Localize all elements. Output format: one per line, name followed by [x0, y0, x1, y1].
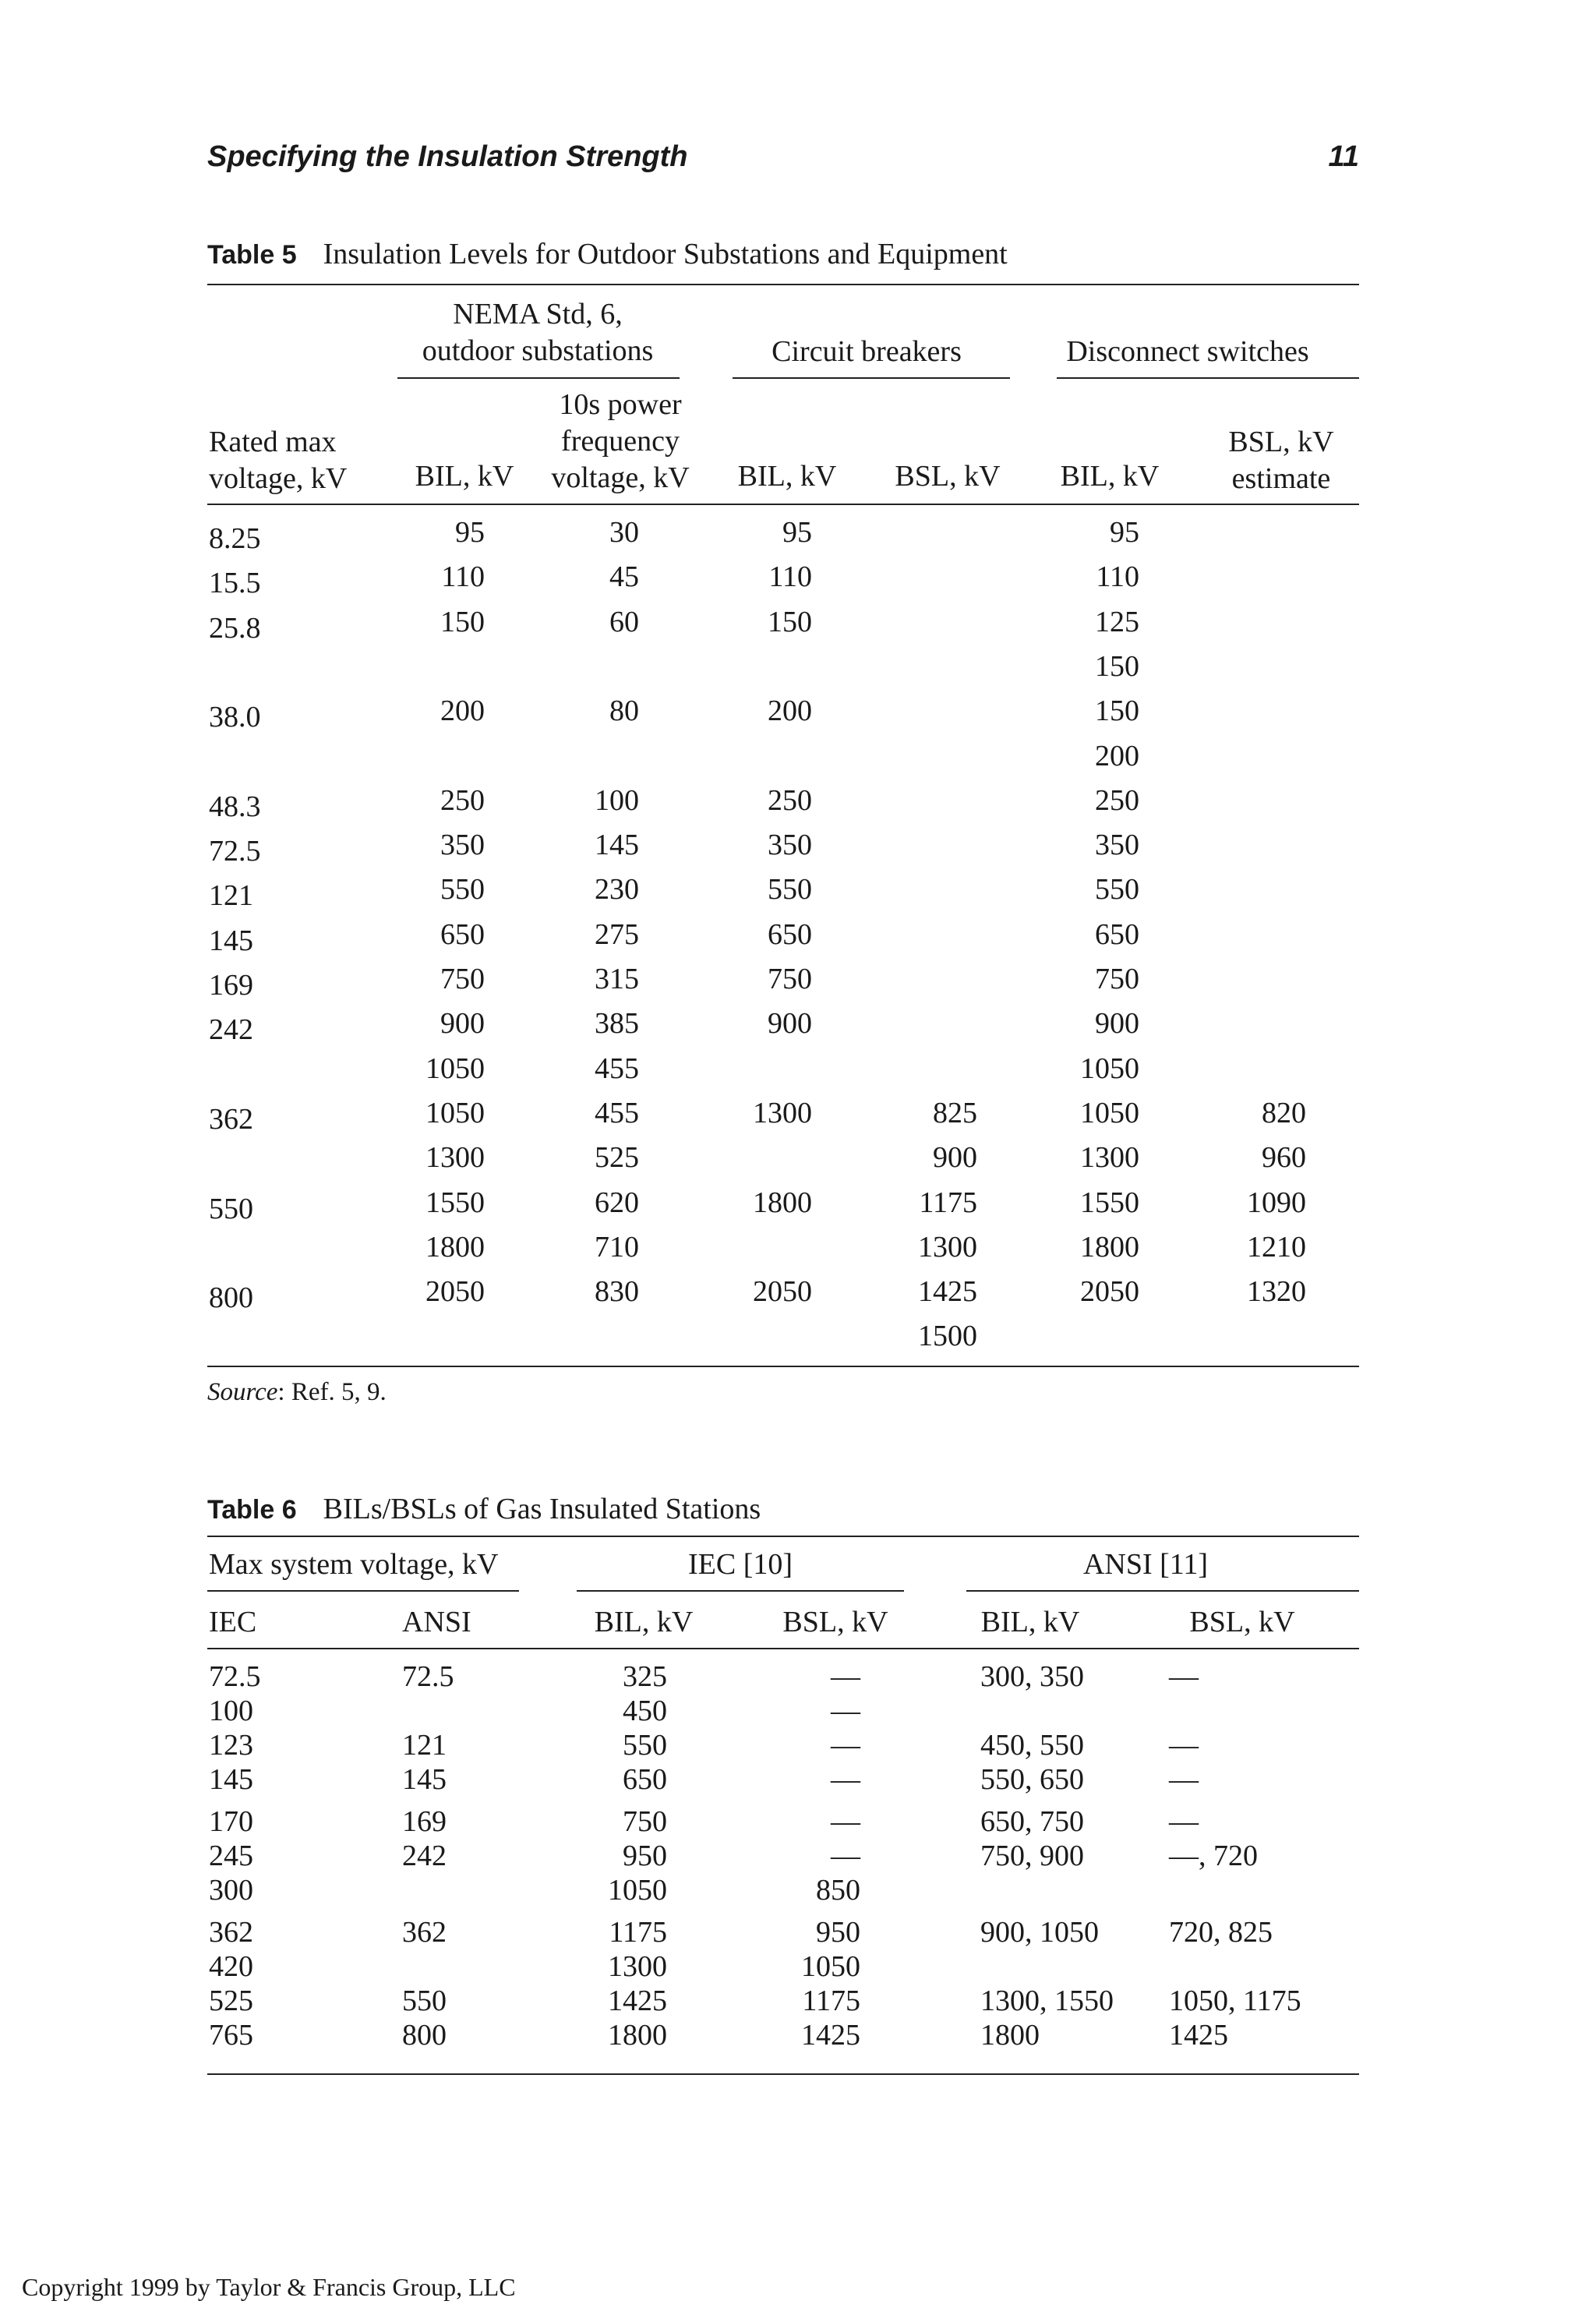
- t6-cell-ansi-bsl: 1425: [1169, 2019, 1228, 2052]
- t5-cell-ds-bil: 125: [1095, 605, 1139, 638]
- t5-cell-cb-bil: 150: [768, 605, 812, 638]
- t5-ds-underline: [1057, 377, 1359, 379]
- t6-cell-ansi-bil: 550, 650: [980, 1763, 1084, 1796]
- t6-iec-ref-header: IEC [10]: [687, 1548, 793, 1581]
- t6-cell-ansi: 550: [402, 1985, 447, 2017]
- t5-cell-cb-bsl: 825: [933, 1096, 977, 1129]
- t5-cell-ds-bil: 900: [1095, 1007, 1139, 1041]
- t5-cell-power-frequency: 710: [595, 1230, 639, 1264]
- t5-nema-bil-header: BIL, kV: [415, 460, 514, 493]
- t5-cell-nema-bil: 250: [440, 783, 485, 817]
- t5-cell-cb-bsl: 1175: [919, 1186, 977, 1219]
- t6-cell-iec-bsl: —: [831, 1805, 860, 1838]
- t5-cell-rated-voltage: 38.0: [209, 701, 261, 734]
- t6-cell-ansi: 121: [402, 1729, 447, 1762]
- t5-cell-ds-bil: 95: [1110, 516, 1139, 549]
- t6-cell-iec-bsl: —: [831, 1729, 860, 1762]
- t6-cell-ansi-bil: 650, 750: [980, 1805, 1084, 1838]
- t5-cell-cb-bil: 110: [768, 560, 812, 594]
- t6-cell-ansi-bsl: —, 720: [1169, 1840, 1258, 1872]
- t6-cell-iec-bsl: 850: [816, 1874, 860, 1907]
- t5-cell-ds-bil: 150: [1095, 695, 1139, 728]
- t6-cell-iec-bil: 1175: [609, 1916, 667, 1949]
- t5-bottom-rule: [207, 1366, 1359, 1367]
- t5-cell-nema-bil: 1050: [425, 1052, 485, 1085]
- t5-nema-underline: [397, 377, 680, 379]
- t6-cell-ansi-bsl: 720, 825: [1169, 1916, 1273, 1949]
- t5-cell-ds-bil: 200: [1095, 739, 1139, 772]
- t6-cell-iec-bil: 1050: [608, 1874, 667, 1907]
- t5-cell-cb-bsl: 1500: [918, 1320, 977, 1353]
- t5-cell-rated-voltage: 550: [209, 1192, 253, 1225]
- t5-cell-ds-bil: 110: [1096, 560, 1139, 594]
- t5-disconnect-switches-header: Disconnect switches: [1066, 335, 1309, 368]
- t5-cell-nema-bil: 350: [440, 829, 485, 862]
- t6-cell-ansi: 145: [402, 1763, 447, 1796]
- t6-cell-iec-bil: 1425: [608, 1985, 667, 2017]
- t6-cell-ansi-bil: 450, 550: [980, 1729, 1084, 1762]
- t5-cb-bsl-header: BSL, kV: [895, 460, 1001, 493]
- t5-cell-power-frequency: 30: [609, 516, 639, 549]
- t6-cell-iec-bil: 450: [623, 1695, 667, 1727]
- t5-cell-power-frequency: 60: [609, 605, 639, 638]
- t5-cell-cb-bil: 1300: [753, 1096, 812, 1129]
- t6-cell-ansi-bil: 1800: [980, 2019, 1040, 2052]
- table6-top-rule: [207, 1536, 1359, 1537]
- t6-cell-iec: 170: [209, 1805, 253, 1838]
- t5-cell-cb-bil: 2050: [753, 1275, 812, 1309]
- t5-cell-power-frequency: 455: [595, 1052, 639, 1085]
- t5-cell-ds-bil: 1050: [1080, 1096, 1139, 1129]
- t5-cell-ds-bil: 550: [1095, 873, 1139, 907]
- t5-cell-nema-bil: 200: [440, 695, 485, 728]
- t5-cell-rated-voltage: 15.5: [209, 567, 261, 600]
- t5-cell-power-frequency: 145: [595, 829, 639, 862]
- t6-cell-iec-bsl: —: [831, 1695, 860, 1727]
- t6-cell-iec-bsl: —: [831, 1840, 860, 1872]
- t5-cell-nema-bil: 1550: [425, 1186, 485, 1219]
- t6-cell-iec: 362: [209, 1916, 253, 1949]
- t5-cell-rated-voltage: 800: [209, 1281, 253, 1315]
- t6-cell-iec: 420: [209, 1950, 253, 1983]
- t5-source-label: Source: [207, 1378, 278, 1406]
- copyright-notice: Copyright 1999 by Taylor & Francis Group, LLC: [22, 2273, 516, 2301]
- t6-cell-ansi-bil: 750, 900: [980, 1840, 1084, 1872]
- t5-cell-rated-voltage: 169: [209, 969, 253, 1002]
- t5-cell-ds-bil: 1550: [1080, 1186, 1139, 1219]
- t6-ansi-ref-header: ANSI [11]: [1082, 1548, 1209, 1581]
- t5-cell-nema-bil: 2050: [425, 1275, 485, 1309]
- t5-nema-group-header: NEMA Std, 6, outdoor substations: [422, 298, 654, 367]
- t5-cell-power-frequency: 525: [595, 1141, 639, 1175]
- t5-ds-bil-header: BIL, kV: [1060, 460, 1160, 493]
- running-title: Specifying the Insulation Strength: [207, 140, 688, 173]
- t5-cell-rated-voltage: 25.8: [209, 611, 261, 645]
- t6-cell-iec: 765: [209, 2019, 253, 2052]
- table6-title: BILs/BSLs of Gas Insulated Stations: [323, 1493, 761, 1525]
- t5-cell-power-frequency: 275: [595, 917, 639, 951]
- t5-cell-nema-bil: 150: [440, 605, 485, 638]
- t6-voltage-underline: [207, 1590, 519, 1592]
- t5-cell-ds-bil: 150: [1095, 649, 1139, 683]
- t6-cell-iec-bsl: —: [831, 1660, 860, 1693]
- t6-cell-iec: 72.5: [209, 1660, 261, 1693]
- t6-bottom-rule: [207, 2073, 1359, 2075]
- table5-caption: [207, 237, 1008, 271]
- t6-cell-ansi-bsl: —: [1169, 1805, 1199, 1838]
- t5-cell-ds-bsl: 1210: [1247, 1230, 1306, 1264]
- t5-cell-nema-bil: 1300: [425, 1141, 485, 1175]
- t5-cell-ds-bsl: 960: [1262, 1141, 1306, 1175]
- t6-cell-iec: 245: [209, 1840, 253, 1872]
- t6-cell-iec-bsl: —: [831, 1763, 860, 1796]
- t6-cell-iec-bil: 650: [623, 1763, 667, 1796]
- t6-cell-ansi-bil: 300, 350: [980, 1660, 1084, 1693]
- t5-cell-cb-bil: 250: [768, 783, 812, 817]
- t6-header-iec: IEC: [209, 1606, 257, 1638]
- t5-cell-power-frequency: 100: [595, 783, 639, 817]
- t6-cell-iec: 300: [209, 1874, 253, 1907]
- t5-cell-ds-bsl: 820: [1262, 1096, 1306, 1129]
- page-number: 11: [1328, 140, 1359, 173]
- t6-cell-iec-bil: 550: [623, 1729, 667, 1762]
- t5-cell-power-frequency: 385: [595, 1007, 639, 1041]
- t5-cell-rated-voltage: 242: [209, 1013, 253, 1047]
- t6-cell-iec-bsl: 1425: [801, 2019, 860, 2052]
- t5-cell-nema-bil: 1050: [425, 1096, 485, 1129]
- t5-cell-ds-bil: 750: [1095, 963, 1139, 995]
- t5-source-note: [207, 1378, 387, 1407]
- t6-cell-iec-bil: 1800: [608, 2019, 667, 2052]
- t5-ds-bsl-header: BSL, kV estimate: [1228, 426, 1334, 495]
- t5-cell-ds-bil: 2050: [1080, 1275, 1139, 1309]
- t6-header-iec-bil: BIL, kV: [594, 1606, 694, 1638]
- t5-cell-rated-voltage: 145: [209, 924, 253, 957]
- t5-cell-nema-bil: 650: [440, 917, 485, 951]
- t5-cell-nema-bil: 750: [440, 963, 485, 995]
- t6-cell-iec-bsl: 1050: [801, 1950, 860, 1983]
- t5-cell-cb-bsl: 1425: [918, 1275, 977, 1309]
- t5-power-frequency-header: 10s power frequency voltage, kV: [551, 388, 690, 494]
- t5-source-text: : Ref. 5, 9.: [277, 1378, 387, 1406]
- t6-cell-ansi-bil: 900, 1050: [980, 1916, 1099, 1949]
- t6-cell-iec: 525: [209, 1985, 253, 2017]
- t6-header-rule: [207, 1648, 1359, 1649]
- t5-cb-underline: [733, 377, 1010, 379]
- t5-cell-ds-bil: 1050: [1080, 1052, 1139, 1085]
- t6-cell-ansi-bsl: —: [1169, 1729, 1199, 1762]
- table5-title: Insulation Levels for Outdoor Substations and Equipment: [323, 238, 1008, 270]
- t6-cell-iec: 100: [209, 1695, 253, 1727]
- t5-cell-cb-bil: 95: [782, 516, 812, 549]
- t5-cell-ds-bsl: 1320: [1247, 1275, 1306, 1309]
- t6-cell-ansi-bil: 1300, 1550: [980, 1985, 1114, 2017]
- t6-cell-ansi: 72.5: [402, 1660, 454, 1693]
- t5-cell-power-frequency: 830: [595, 1275, 639, 1309]
- t6-cell-iec: 145: [209, 1763, 253, 1796]
- t6-cell-ansi: 169: [402, 1805, 447, 1838]
- t5-cell-cb-bil: 900: [768, 1007, 812, 1041]
- t5-cell-power-frequency: 620: [595, 1186, 639, 1219]
- t5-cell-cb-bil: 1800: [753, 1186, 812, 1219]
- t5-cb-bil-header: BIL, kV: [737, 460, 837, 493]
- t5-cell-ds-bil: 1800: [1080, 1230, 1139, 1264]
- t5-cell-nema-bil: 110: [441, 560, 485, 594]
- t5-cell-ds-bil: 250: [1095, 783, 1139, 817]
- table6-label: Table 6: [207, 1495, 297, 1525]
- t6-cell-ansi-bsl: 1050, 1175: [1169, 1985, 1301, 2017]
- t6-cell-iec-bil: 750: [623, 1805, 667, 1838]
- t5-cell-cb-bil: 650: [768, 917, 812, 951]
- t5-cell-rated-voltage: 72.5: [209, 835, 261, 868]
- t6-cell-iec-bil: 325: [623, 1660, 667, 1693]
- t6-header-ansi: ANSI: [402, 1606, 471, 1638]
- t5-circuit-breakers-header: Circuit breakers: [772, 335, 962, 368]
- t6-header-ansi-bil: BIL, kV: [980, 1606, 1080, 1638]
- t6-cell-iec: 123: [209, 1729, 253, 1762]
- t5-cell-nema-bil: 900: [440, 1007, 485, 1041]
- t5-cell-cb-bil: 550: [768, 873, 812, 907]
- t6-cell-ansi: 242: [402, 1840, 447, 1872]
- t5-cell-nema-bil: 95: [455, 516, 485, 549]
- t5-cell-rated-voltage: 121: [209, 879, 253, 913]
- t5-cell-power-frequency: 45: [609, 560, 639, 594]
- t5-rated-voltage-header: Rated max voltage, kV: [209, 426, 348, 495]
- t6-cell-iec-bil: 950: [623, 1840, 667, 1872]
- t5-cell-nema-bil: 1800: [425, 1230, 485, 1264]
- t5-cell-rated-voltage: 362: [209, 1102, 253, 1136]
- t5-cell-rated-voltage: 8.25: [209, 522, 261, 555]
- t5-header-rule: [207, 504, 1359, 505]
- t6-header-ansi-bsl: BSL, kV: [1189, 1606, 1295, 1638]
- t6-cell-iec-bsl: 950: [816, 1916, 860, 1949]
- t5-cell-rated-voltage: 48.3: [209, 790, 261, 823]
- t5-cell-cb-bsl: 1300: [918, 1230, 977, 1264]
- t5-cell-ds-bil: 650: [1095, 917, 1139, 951]
- table5-label: Table 5: [207, 240, 297, 270]
- t5-cell-power-frequency: 315: [595, 963, 639, 995]
- t6-max-voltage-header: Max system voltage, kV: [209, 1548, 499, 1581]
- t6-ansi-underline: [966, 1590, 1359, 1592]
- t6-cell-ansi-bsl: —: [1169, 1660, 1199, 1693]
- table5-top-rule: [207, 284, 1359, 285]
- table6-caption: [207, 1492, 761, 1526]
- t6-cell-ansi: 800: [402, 2019, 447, 2052]
- t5-cell-power-frequency: 80: [609, 695, 639, 728]
- t6-cell-iec-bil: 1300: [608, 1950, 667, 1983]
- t5-cell-cb-bsl: 900: [933, 1141, 977, 1175]
- t6-iec-underline: [577, 1590, 904, 1592]
- t6-cell-ansi-bsl: —: [1169, 1763, 1199, 1796]
- t6-cell-iec-bsl: 1175: [802, 1985, 860, 2017]
- t5-cell-ds-bil: 1300: [1080, 1141, 1139, 1175]
- t5-cell-cb-bil: 200: [768, 695, 812, 728]
- t6-cell-ansi: 362: [402, 1916, 447, 1949]
- t5-cell-ds-bil: 350: [1095, 829, 1139, 862]
- t5-cell-ds-bsl: 1090: [1247, 1186, 1306, 1219]
- t5-cell-power-frequency: 455: [595, 1096, 639, 1129]
- t5-cell-nema-bil: 550: [440, 873, 485, 907]
- t5-cell-power-frequency: 230: [595, 873, 639, 907]
- t5-cell-cb-bil: 350: [768, 829, 812, 862]
- t6-header-iec-bsl: BSL, kV: [782, 1606, 888, 1638]
- t5-cell-cb-bil: 750: [768, 963, 812, 995]
